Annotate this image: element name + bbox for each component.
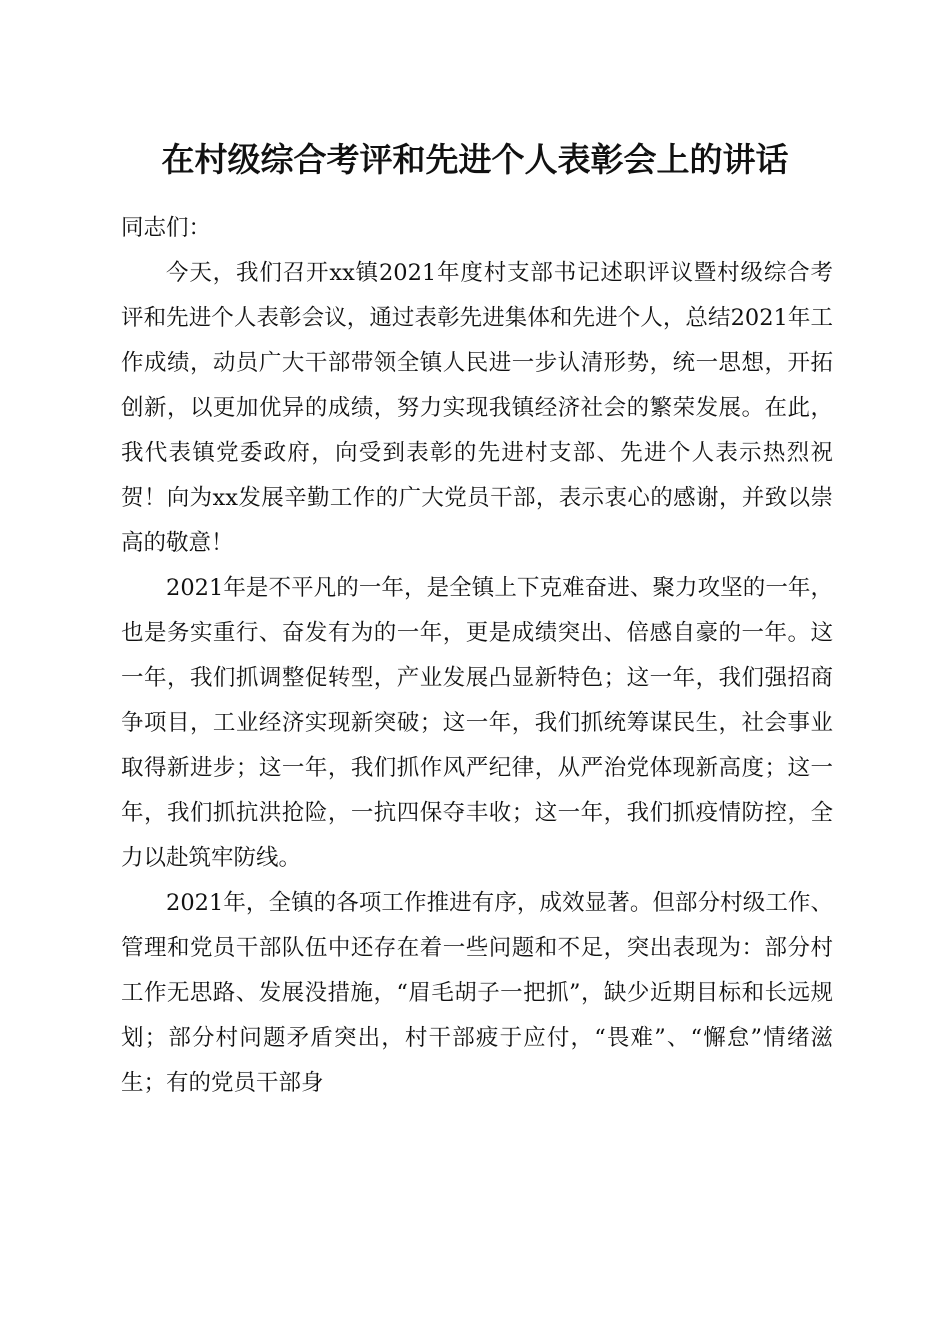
document-body <box>121 206 833 1106</box>
paragraph-3: 2021年，全镇的各项工作推进有序，成效显著。但部分村级工作、管理和党员干部队伍中还存在着一些问题和不足，突出表现为：部分村工作无思路、发展没措施，“眉毛胡子一把抓”，缺少近期目标和长远规划；部分村问题矛盾突出，村干部疲于应付，“畏难”、“懈怠”情绪滋生；有的党员干部身 <box>121 890 833 1096</box>
paragraph-2: 2021年是不平凡的一年，是全镇上下克难奋进、聚力攻坚的一年，也是务实重行、奋发有为的一年，更是成绩突出、倍感自豪的一年。这一年，我们抓调整促转型，产业发展凸显新特色；这一年，我们强招商争项目，工业经济实现新突破；这一年，我们抓统筹谋民生，社会事业取得新进步；这一年，我们抓作风严纪律，从严治党体现新高度；这一年，我们抓抗洪抢险，一抗四保夺丰收；这一年，我们抓疫情防控，全力以赴筑牢防线。 <box>121 575 833 871</box>
paragraph-1: 今天，我们召开xx镇2021年度村支部书记述职评议暨村级综合考评和先进个人表彰会议，通过表彰先进集体和先进个人，总结2021年工作成绩，动员广大干部带领全镇人民进一步认清形势，统一思想，开拓创新，以更加优异的成绩，努力实现我镇经济社会的繁荣发展。在此，我代表镇党委政府，向受到表彰的先进村支部、先进个人表示热烈祝贺！向为xx发展辛勤工作的广大党员干部，表示衷心的感谢，并致以崇高的敬意！ <box>121 260 833 556</box>
document-title: 在村级综合考评和先进个人表彰会上的讲话 <box>161 140 789 179</box>
greeting: 同志们： <box>121 215 212 241</box>
